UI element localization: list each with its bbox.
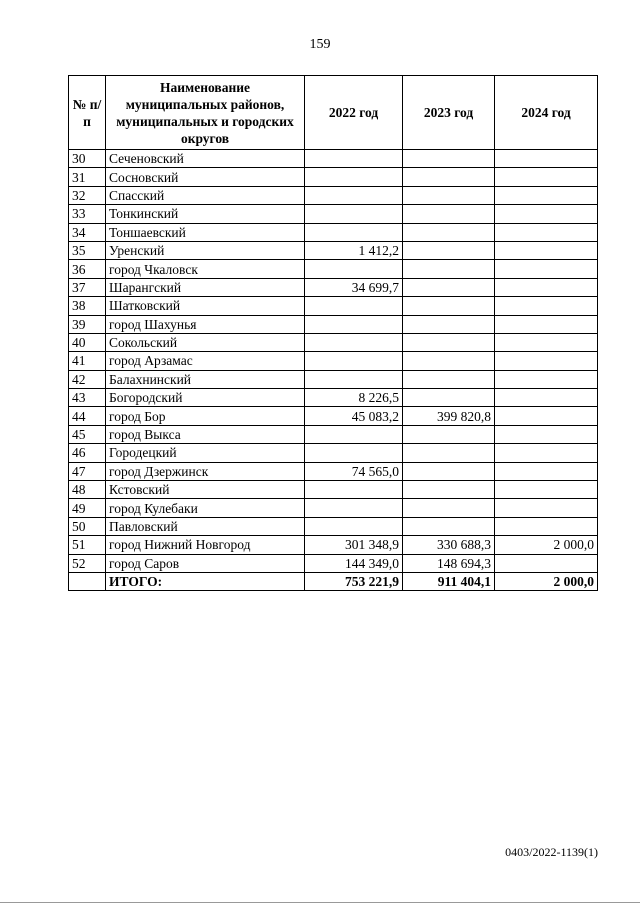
total-2022: 753 221,9	[305, 572, 403, 590]
row-value-2024	[495, 168, 598, 186]
row-value-2023	[403, 425, 495, 443]
row-value-2023	[403, 517, 495, 535]
total-row	[69, 572, 598, 590]
row-value-2024	[495, 241, 598, 259]
row-value-2022	[305, 352, 403, 370]
row-number: 41	[69, 352, 106, 370]
row-name: Спасский	[106, 186, 305, 204]
bottom-divider	[0, 902, 640, 903]
table-row	[69, 297, 598, 315]
table-row	[69, 241, 598, 259]
row-value-2024	[495, 499, 598, 517]
row-number: 30	[69, 150, 106, 168]
table-row	[69, 278, 598, 296]
row-value-2023	[403, 389, 495, 407]
table-row	[69, 150, 598, 168]
row-value-2024	[495, 352, 598, 370]
header-2024: 2024 год	[495, 76, 598, 150]
row-value-2023	[403, 352, 495, 370]
row-value-2023	[403, 481, 495, 499]
row-value-2023	[403, 315, 495, 333]
row-number: 44	[69, 407, 106, 425]
row-value-2024	[495, 554, 598, 572]
row-name: Балахнинский	[106, 370, 305, 388]
table-row	[69, 260, 598, 278]
table-row	[69, 352, 598, 370]
row-number: 43	[69, 389, 106, 407]
row-number: 48	[69, 481, 106, 499]
row-name: Тонкинский	[106, 205, 305, 223]
row-value-2022: 8 226,5	[305, 389, 403, 407]
row-name: Тоншаевский	[106, 223, 305, 241]
row-number: 34	[69, 223, 106, 241]
row-value-2023	[403, 278, 495, 296]
row-value-2024	[495, 333, 598, 351]
row-name: Шатковский	[106, 297, 305, 315]
row-value-2022	[305, 205, 403, 223]
row-value-2022: 74 565,0	[305, 462, 403, 480]
row-value-2023: 148 694,3	[403, 554, 495, 572]
row-value-2022: 45 083,2	[305, 407, 403, 425]
row-value-2022	[305, 425, 403, 443]
row-number: 46	[69, 444, 106, 462]
row-number: 50	[69, 517, 106, 535]
row-value-2022	[305, 260, 403, 278]
row-number: 32	[69, 186, 106, 204]
row-value-2023	[403, 297, 495, 315]
row-number: 36	[69, 260, 106, 278]
table-row	[69, 333, 598, 351]
row-value-2023	[403, 205, 495, 223]
row-name: город Выкса	[106, 425, 305, 443]
table-header-row	[69, 76, 598, 150]
row-value-2023: 399 820,8	[403, 407, 495, 425]
row-value-2024	[495, 150, 598, 168]
row-value-2024	[495, 278, 598, 296]
row-name: Кстовский	[106, 481, 305, 499]
row-value-2024	[495, 444, 598, 462]
header-2023: 2023 год	[403, 76, 495, 150]
row-name: Сеченовский	[106, 150, 305, 168]
row-value-2022	[305, 297, 403, 315]
header-2022: 2022 год	[305, 76, 403, 150]
row-value-2022	[305, 315, 403, 333]
row-number: 38	[69, 297, 106, 315]
table-row	[69, 499, 598, 517]
row-value-2022: 1 412,2	[305, 241, 403, 259]
row-value-2022	[305, 168, 403, 186]
row-value-2024	[495, 481, 598, 499]
table-row	[69, 425, 598, 443]
table-row	[69, 462, 598, 480]
row-value-2024	[495, 315, 598, 333]
row-value-2022	[305, 223, 403, 241]
row-value-2022	[305, 517, 403, 535]
row-number: 51	[69, 536, 106, 554]
row-name: город Бор	[106, 407, 305, 425]
row-value-2024	[495, 297, 598, 315]
row-value-2022	[305, 150, 403, 168]
table-row	[69, 481, 598, 499]
row-value-2023	[403, 333, 495, 351]
row-value-2022: 34 699,7	[305, 278, 403, 296]
row-value-2022	[305, 333, 403, 351]
total-2023: 911 404,1	[403, 572, 495, 590]
table-row	[69, 517, 598, 535]
row-value-2022: 144 349,0	[305, 554, 403, 572]
row-number: 37	[69, 278, 106, 296]
table-row	[69, 223, 598, 241]
row-value-2024	[495, 260, 598, 278]
table-row	[69, 444, 598, 462]
row-value-2023	[403, 370, 495, 388]
table-row	[69, 370, 598, 388]
row-name: Уренский	[106, 241, 305, 259]
row-value-2022	[305, 370, 403, 388]
row-number: 52	[69, 554, 106, 572]
row-value-2023	[403, 150, 495, 168]
row-value-2022: 301 348,9	[305, 536, 403, 554]
row-number: 31	[69, 168, 106, 186]
row-value-2023	[403, 241, 495, 259]
row-value-2024	[495, 223, 598, 241]
row-value-2024	[495, 205, 598, 223]
header-num: № п/п	[69, 76, 106, 150]
row-name: город Дзержинск	[106, 462, 305, 480]
row-name: Городецкий	[106, 444, 305, 462]
table-row	[69, 407, 598, 425]
total-num-cell	[69, 572, 106, 590]
row-value-2022	[305, 186, 403, 204]
row-name: Сосновский	[106, 168, 305, 186]
table-row	[69, 168, 598, 186]
row-value-2023: 330 688,3	[403, 536, 495, 554]
row-value-2024	[495, 407, 598, 425]
total-2024: 2 000,0	[495, 572, 598, 590]
allocation-table	[68, 75, 598, 591]
table-row	[69, 315, 598, 333]
row-value-2023	[403, 186, 495, 204]
row-name: город Саров	[106, 554, 305, 572]
row-name: Богородский	[106, 389, 305, 407]
table-row	[69, 536, 598, 554]
row-number: 33	[69, 205, 106, 223]
row-value-2023	[403, 499, 495, 517]
row-number: 45	[69, 425, 106, 443]
table-row	[69, 205, 598, 223]
row-value-2024	[495, 370, 598, 388]
row-value-2023	[403, 223, 495, 241]
table-row	[69, 389, 598, 407]
row-value-2024	[495, 186, 598, 204]
row-number: 40	[69, 333, 106, 351]
row-value-2024	[495, 425, 598, 443]
document-code: 0403/2022-1139(1)	[505, 845, 598, 859]
row-value-2024: 2 000,0	[495, 536, 598, 554]
page-number: 159	[309, 37, 331, 52]
row-value-2023	[403, 444, 495, 462]
total-label: ИТОГО:	[106, 572, 305, 590]
row-number: 42	[69, 370, 106, 388]
row-value-2024	[495, 462, 598, 480]
row-number: 47	[69, 462, 106, 480]
row-number: 39	[69, 315, 106, 333]
table-body	[69, 150, 598, 573]
row-name: город Нижний Новгород	[106, 536, 305, 554]
header-name: Наименование муниципальных районов, муниципальных и городских округов	[106, 76, 305, 150]
row-value-2023	[403, 168, 495, 186]
row-value-2022	[305, 444, 403, 462]
row-name: Павловский	[106, 517, 305, 535]
row-name: город Шахунья	[106, 315, 305, 333]
row-name: город Арзамас	[106, 352, 305, 370]
row-number: 35	[69, 241, 106, 259]
row-number: 49	[69, 499, 106, 517]
table-row	[69, 554, 598, 572]
row-name: город Кулебаки	[106, 499, 305, 517]
row-value-2022	[305, 481, 403, 499]
row-value-2023	[403, 462, 495, 480]
row-name: Шарангский	[106, 278, 305, 296]
table-row	[69, 186, 598, 204]
row-value-2024	[495, 517, 598, 535]
row-value-2023	[403, 260, 495, 278]
row-name: город Чкаловск	[106, 260, 305, 278]
row-name: Сокольский	[106, 333, 305, 351]
row-value-2022	[305, 499, 403, 517]
row-value-2024	[495, 389, 598, 407]
